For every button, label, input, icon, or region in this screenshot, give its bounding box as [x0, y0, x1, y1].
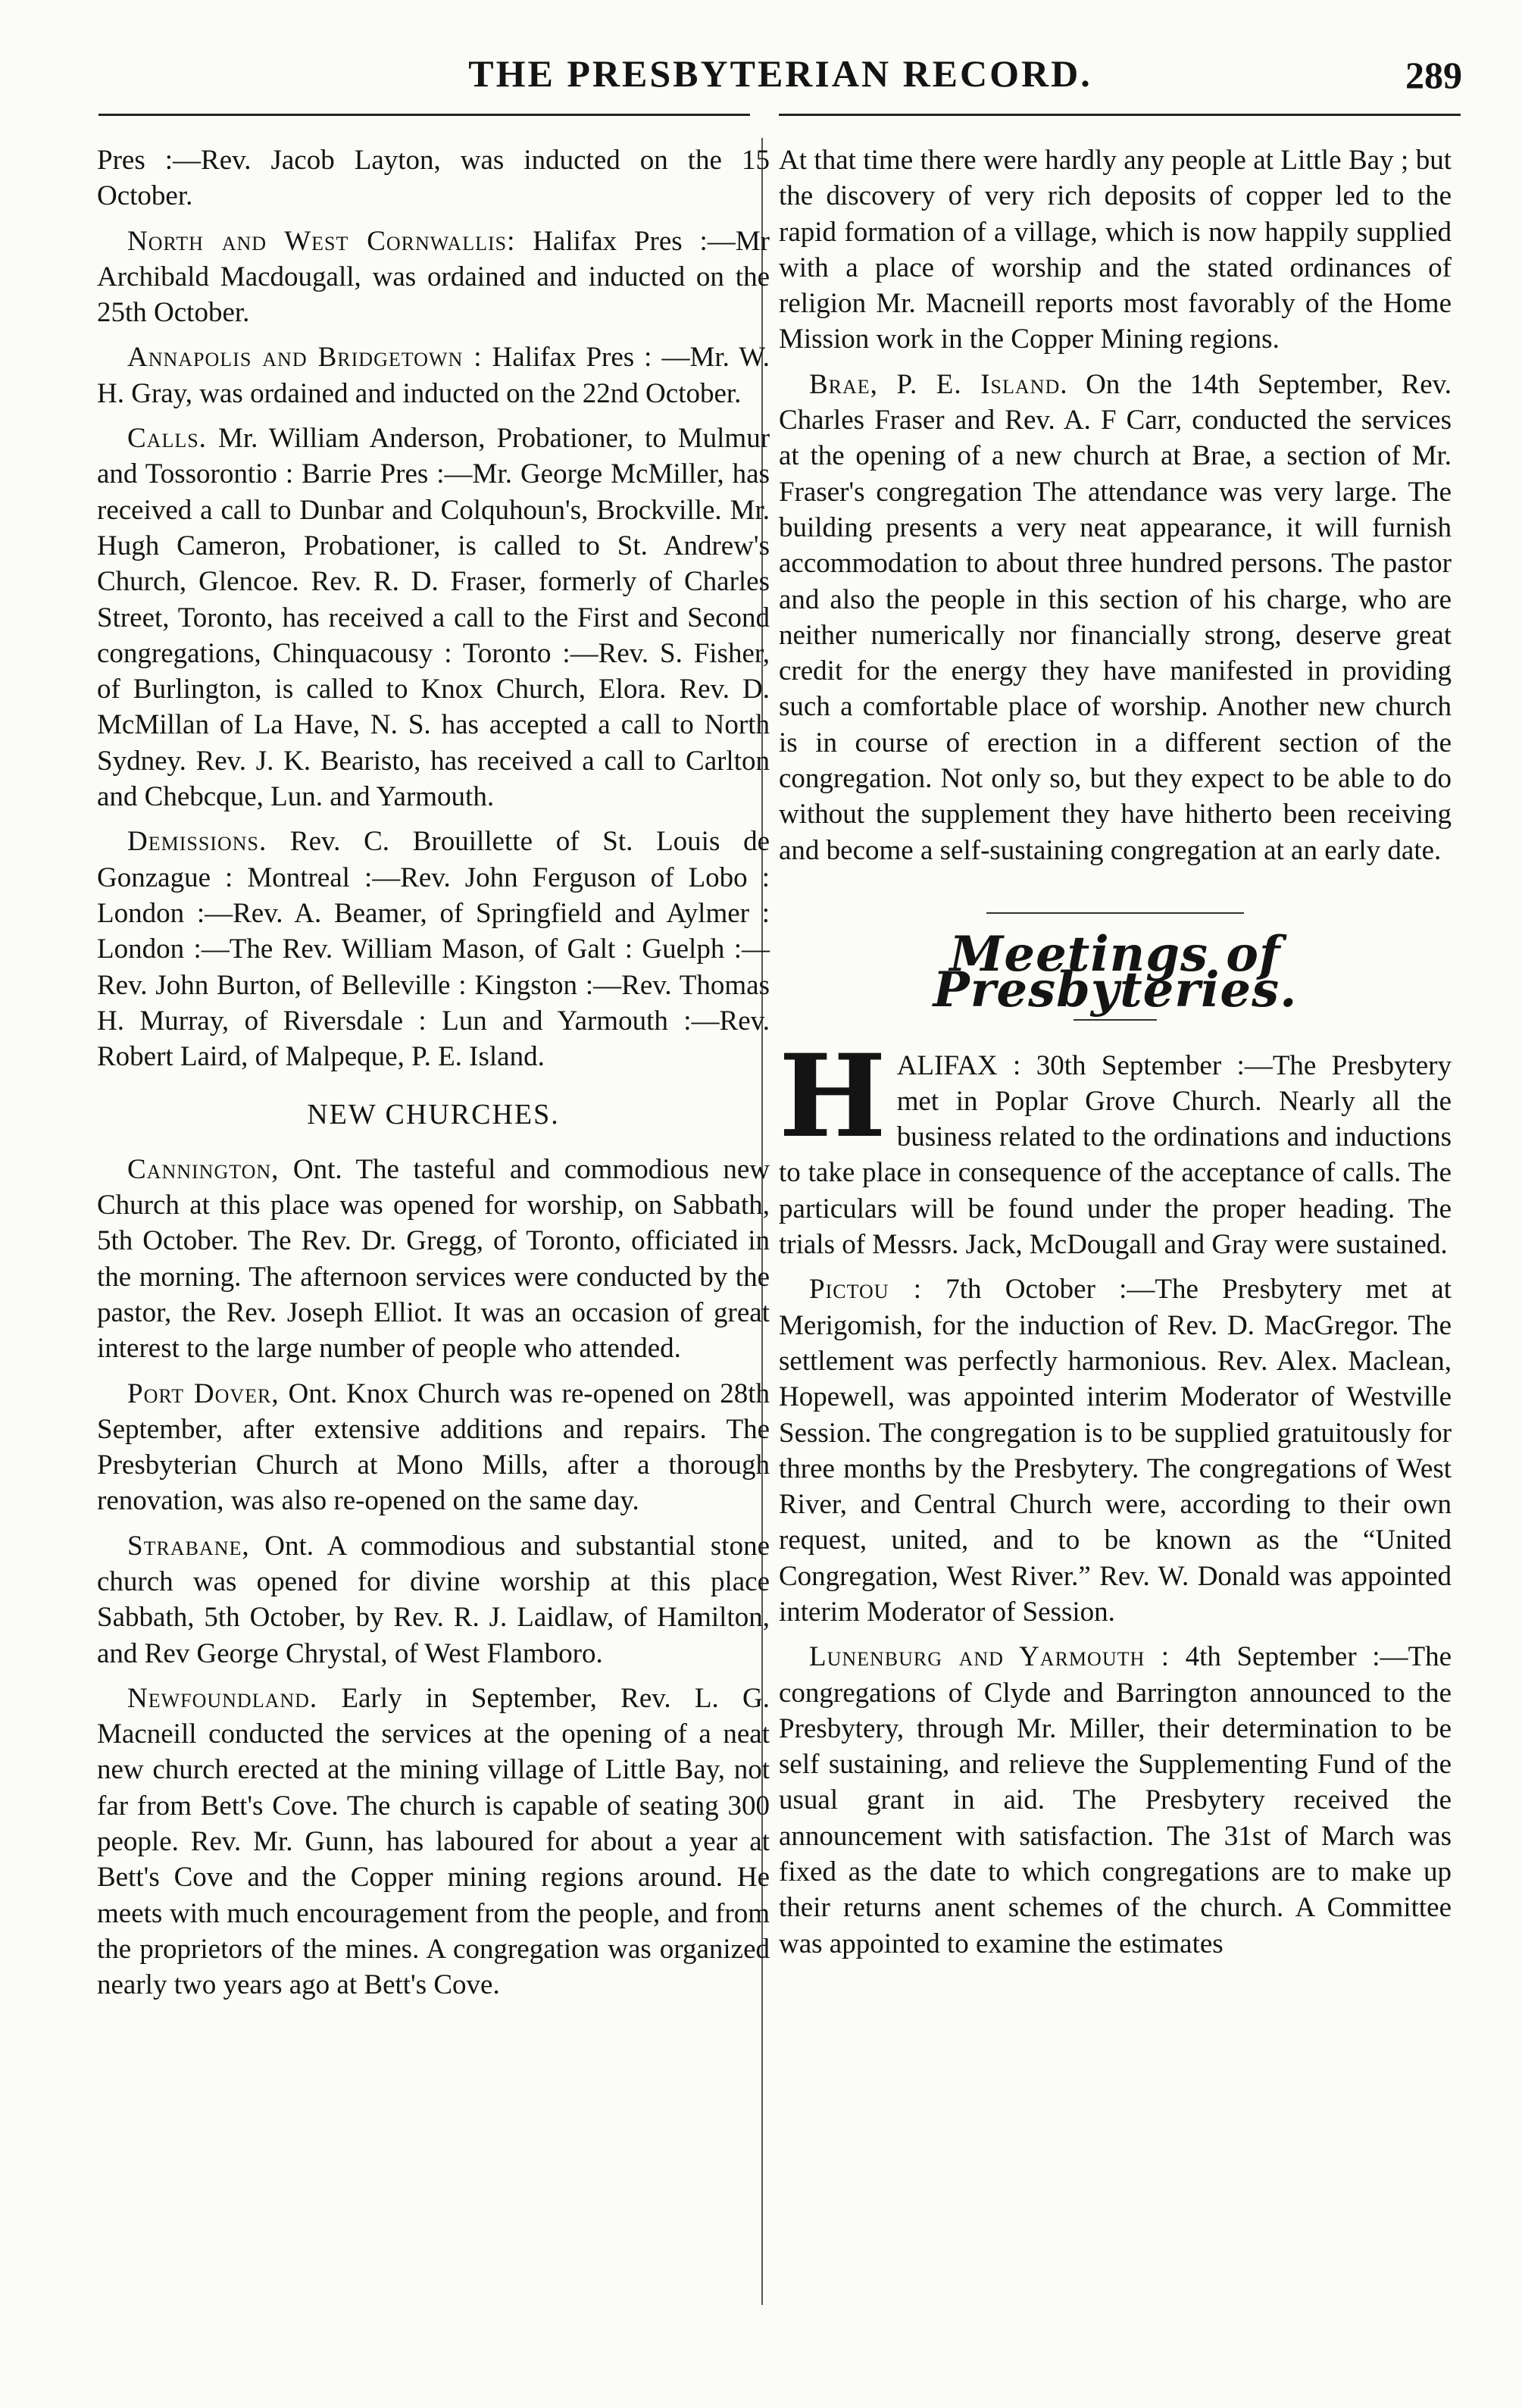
- paragraph-text: 30th September :—The Presbytery met in Poplar Grove Church. Nearly all the business related to the ordinations and inductions to take place in consequence of the acceptance of calls. The particulars will be found under the proper heading. The trials of Messrs. Jack, McDougall and Gray were sustained.: [779, 1049, 1452, 1261]
- paragraph-text: Halifax Pres : —Mr. W. H. Gray, was ordained and inducted on the 22nd October.: [97, 342, 770, 409]
- paragraph-text: Halifax Pres :—Mr Archibald Macdougall, was ordained and inducted on the 25th October.: [97, 225, 770, 329]
- paragraph: [97, 224, 770, 331]
- paragraph-lead: Brae, P. E. Island.: [809, 368, 1068, 400]
- paragraph-text: Ont. Knox Church was re-opened on 28th September, after extensive additions and repairs. The Presbyterian Church at Mono Mills, after a thorough renovation, was also re-opened on the same day.: [97, 1378, 770, 1517]
- section-heading: NEW CHURCHES.: [307, 1099, 560, 1131]
- paragraph-lead: Port Dover,: [127, 1378, 280, 1409]
- paragraph: [97, 421, 770, 815]
- section-rule: [986, 912, 1244, 914]
- paragraph-text: 4th September :—The congregations of Clyde and Barrington announced to the Presbytery, through Mr. Miller, their determination to be self sustaining, and relieve the Supplementing Fund of the usual grant in aid. The Presbytery received the announcement with satisfaction. The 31st of March was fixed as the date to which congregations are to make up their returns anent schemes of the church. A Committee was appointed to examine the estimates: [779, 1641, 1452, 1959]
- paragraph: [779, 367, 1452, 868]
- header-rule-right: [779, 114, 1461, 116]
- header-rule-left: [98, 114, 750, 116]
- paragraph: [97, 1152, 770, 1367]
- paragraph: [97, 142, 770, 214]
- paragraph-text: Rev. C. Brouillette of St. Louis de Gonzague : Montreal :—Rev. John Ferguson of Lobo : London :—Rev. A. Beamer, of Springfield and Aylmer : London :—The Rev. William Mason, of Galt : Guelph :—Rev. John Burton, of Belleville : Kingston :—Rev. Thomas H. Murray, of Riversdale : Lun and Yarmouth :—Rev. Robert Laird, of Malpeque, P. E. Island.: [97, 826, 770, 1073]
- paragraph-text: Ont. The tasteful and commodious new Church at this place was opened for worship, on Sabbath, 5th October. The Rev. Dr. Gregg, of Toronto, officiated in the morning. The afternoon services were conducted by the pastor, the Rev. Joseph Elliot. It was an occasion of great interest to the large number of people who attended.: [97, 1153, 770, 1365]
- paragraph: [97, 1681, 770, 2003]
- section-title-underline: [1074, 1019, 1157, 1021]
- paragraph-lead: Newfoundland.: [127, 1682, 318, 1714]
- page-header: [98, 52, 1462, 105]
- right-column: [779, 142, 1452, 1971]
- paragraph-lead: Annapolis and Bridgetown :: [127, 342, 483, 374]
- paragraph-text: At that time there were hardly any people at Little Bay ; but the discovery of very rich deposits of copper led to the rapid formation of a village, which is now happily supplied with a place of worship and the stated ordinances of religion Mr. Macneill reports most favorably of the Home Mission work in the Copper Mining regions.: [779, 145, 1452, 355]
- left-column: [97, 142, 770, 2012]
- paragraph: [97, 824, 770, 1074]
- paragraph-lead: Lunenburg and Yarmouth :: [809, 1641, 1170, 1673]
- paragraph: [97, 339, 770, 411]
- paragraph-lead: Calls.: [127, 423, 207, 455]
- paragraph-lead: Strabane,: [127, 1530, 250, 1562]
- paragraph: [779, 1029, 1452, 1263]
- paragraph-lead: ALIFAX :: [896, 1049, 1021, 1081]
- paragraph: [779, 142, 1452, 358]
- paragraph-text: On the 14th September, Rev. Charles Fraser and Rev. A. F Carr, conducted the services at the opening of a new church at Brae, a section of Mr. Fraser's congregation The attendance was very large. The building presents a very neat appearance, it will furnish accommodation to about three hundred persons. The pastor and also the people in this section of his charge, who are neither numerically nor financially strong, deserve great credit for the energy they have manifested in providing such a comfortable place of worship. Another new church is in course of erection in a different section of the congregation. Not only so, but they expect to be able to do without the supplement they have hitherto been receiving and become a self-sustaining congregation at an early date.: [779, 368, 1452, 866]
- running-title: THE PRESBYTERIAN RECORD.: [468, 52, 1092, 95]
- paragraph-lead: Cannington,: [127, 1153, 280, 1185]
- paragraph: [97, 1376, 770, 1519]
- page-number: 289: [1405, 54, 1462, 96]
- paragraph-lead: Demissions.: [127, 826, 267, 858]
- paragraph-text: Early in September, Rev. L. G. Macneill conducted the services at the opening of a neat new church erected at the mining village of Little Bay, not far from Bett's Cove. The church is capable of seating 300 people. Rev. Mr. Gunn, has laboured for about a year at Bett's Cove and the Copper mining regions around. He meets with much encouragement from the people, and from the proprietors of the mines. A congregation was organized nearly two years ago at Bett's Cove.: [97, 1682, 770, 2001]
- paragraph-text: Ont. A commodious and substantial stone church was opened for divine worship at this place Sabbath, 5th October, by Rev. R. J. Laidlaw, of Hamilton, and Rev George Chrystal, of West Flamboro.: [97, 1530, 770, 1669]
- paragraph-text: Mr. William Anderson, Probationer, to Mulmur and Tossorontio : Barrie Pres :—Mr. George McMiller, has received a call to Dunbar and Colquhoun's, Brockville. Mr. Hugh Cameron, Probationer, is called to St. Andrew's Church, Glencoe. Rev. R. D. Fraser, formerly of Charles Street, Toronto, has received a call to the First and Second congregations, Chinquacousy : Toronto :—Rev. S. Fisher, of Burlington, is called to Knox Church, Elora. Rev. D. McMillan of La Have, N. S. has accepted a call to North Sydney. Rev. J. K. Bearisto, has received a call to Carlton and Chebcque, Lun. and Yarmouth.: [97, 423, 770, 813]
- section-title: Meetings of Presbyteries.: [933, 925, 1298, 1019]
- paragraph-lead: Pictou :: [809, 1274, 923, 1306]
- paragraph-lead: North and West Cornwallis:: [127, 225, 516, 257]
- paragraph-text: 7th October :—The Presbytery met at Merigomish, for the induction of Rev. D. MacGregor. The settlement was perfectly harmonious. Rev. Alex. Maclean, Hopewell, was appointed interim Moderator of Westville Session. The congregation is to be supplied gratuitously for three months by the Presbytery. The congregations of West River, and Central Church were, according to their own request, united, and to be known as the “United Congregation, West River.” Rev. W. Donald was appointed interim Moderator of Session.: [779, 1274, 1452, 1628]
- drop-cap: H: [779, 1029, 886, 1163]
- paragraph-text: Pres :—Rev. Jacob Layton, was inducted on the 15 October.: [97, 145, 770, 212]
- paragraph: [779, 1639, 1452, 1962]
- paragraph: [779, 1271, 1452, 1630]
- paragraph: [97, 1528, 770, 1672]
